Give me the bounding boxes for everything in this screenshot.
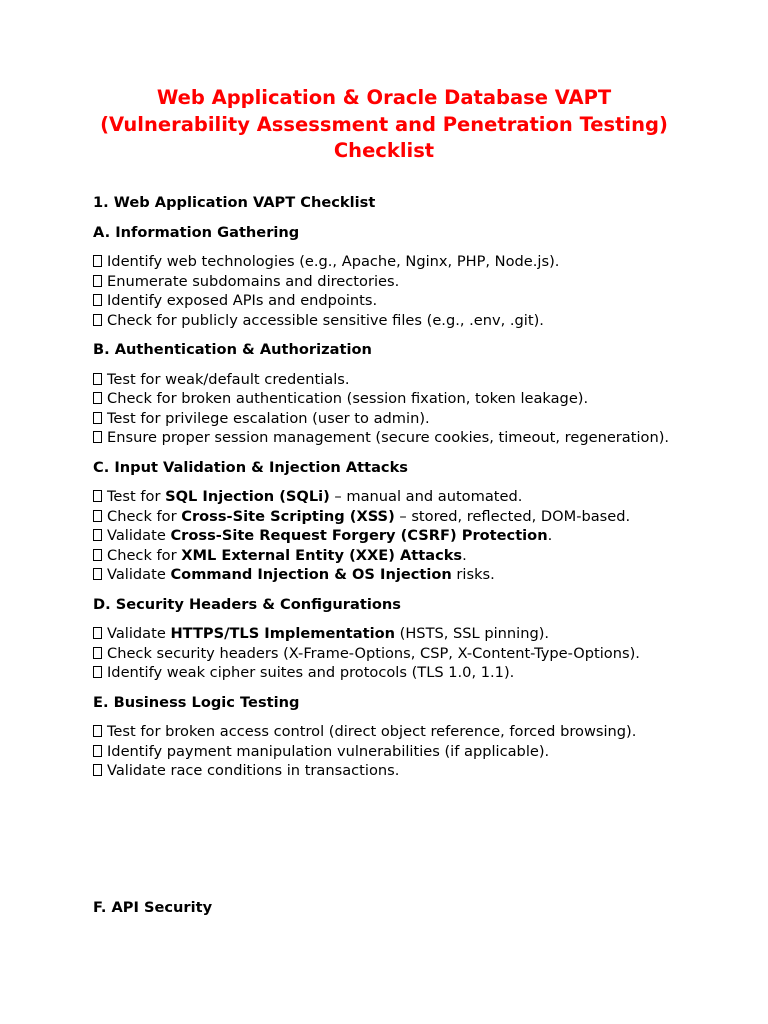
checklist-item-emphasis: Command Injection & OS Injection [170, 566, 452, 583]
checklist-item-text: Enumerate subdomains and directories. [107, 272, 400, 290]
checklist-item [93, 722, 693, 742]
checklist-item-emphasis: Cross-Site Request Forgery (CSRF) Protection [170, 527, 548, 544]
checkbox-icon [93, 392, 102, 404]
checklist-item-text: Identify weak cipher suites and protocols (TLS 1.0, 1.1). [107, 664, 515, 681]
checklist-item [93, 291, 693, 311]
checkbox-icon [93, 412, 102, 424]
checkbox-icon [93, 490, 102, 502]
checklist-item-text: (HSTS, SSL pinning). [395, 625, 550, 642]
checklist [93, 722, 693, 781]
checkbox-icon [93, 666, 102, 678]
checklist-item-emphasis: Cross-Site Scripting (XSS) [181, 507, 395, 525]
checklist-item [93, 428, 693, 448]
checkbox-icon [93, 745, 102, 757]
checklist-item [93, 663, 693, 683]
checkbox-icon [93, 764, 102, 776]
section-heading-web-app: 1. Web Application VAPT Checklist [93, 194, 376, 211]
checklist-item [93, 311, 693, 331]
checklist [93, 624, 693, 683]
section-heading: D. Security Headers & Configurations [93, 595, 401, 613]
checkbox-icon [93, 568, 102, 580]
checklist-item-text: . [462, 546, 467, 564]
checklist-item [93, 546, 693, 566]
checklist-sections [93, 223, 693, 781]
section-heading-api-security: F. API Security [93, 899, 213, 916]
checklist-item-text: Test for weak/default credentials. [107, 370, 350, 388]
checklist-item-text: Check for [107, 546, 182, 564]
checklist-item-text: Identify payment manipulation vulnerabilities (if applicable). [107, 742, 550, 760]
checkbox-icon [93, 373, 102, 385]
checklist-item-text: Test for privilege escalation (user to admin). [107, 409, 430, 427]
checklist-item-text: . [547, 527, 553, 544]
section-heading: A. Information Gathering [93, 223, 300, 241]
checklist-item-text: Identify web technologies (e.g., Apache, Nginx, PHP, Node.js). [107, 253, 560, 270]
checklist-item-text: Identify exposed APIs and endpoints. [107, 292, 378, 309]
checklist-item-text: – manual and automated. [329, 488, 523, 505]
checklist-item [93, 409, 693, 429]
checklist-item [93, 252, 693, 272]
checkbox-icon [93, 549, 102, 561]
checklist-item [93, 644, 693, 664]
checkbox-icon [93, 314, 102, 326]
checklist-item [93, 742, 693, 762]
checklist-item-text: Ensure proper session management (secure cookies, timeout, regeneration). [107, 429, 670, 446]
section-heading: B. Authentication & Authorization [93, 341, 372, 358]
section-heading: E. Business Logic Testing [93, 693, 300, 711]
checklist-item-text: risks. [451, 566, 495, 583]
checklist-item-text: Validate [107, 527, 171, 544]
checkbox-icon [93, 510, 102, 522]
checklist-item-text: Check for publicly accessible sensitive files (e.g., .env, .git). [107, 311, 544, 329]
checklist-item-text: Check security headers (X-Frame-Options, CSP, X-Content-Type-Options). [107, 644, 640, 662]
checklist-item-text: – stored, reflected, DOM-based. [394, 507, 631, 525]
checklist-item [93, 389, 693, 409]
checkbox-icon [93, 627, 102, 639]
checklist-item-text: Check for broken authentication (session fixation, token leakage). [107, 390, 589, 407]
checklist-item [93, 487, 693, 507]
checklist-item-emphasis: HTTPS/TLS Implementation [170, 625, 395, 642]
checklist-item-emphasis: XML External Entity (XXE) Attacks [181, 546, 463, 564]
checklist-item [93, 526, 693, 546]
checklist-item [93, 565, 693, 585]
checkbox-icon [93, 725, 102, 737]
checkbox-icon [93, 294, 102, 306]
checklist-item-text: Check for [107, 507, 182, 525]
checklist-item [93, 624, 693, 644]
checkbox-icon [93, 431, 102, 443]
checklist-item-emphasis: SQL Injection (SQLi) [165, 488, 330, 505]
checkbox-icon [93, 255, 102, 267]
section-heading: C. Input Validation & Injection Attacks [93, 458, 408, 476]
checklist [93, 252, 693, 330]
checklist-item-text: Test for broken access control (direct object reference, forced browsing). [107, 723, 637, 740]
checklist-item [93, 761, 693, 781]
checkbox-icon [93, 275, 102, 287]
checklist-item-text: Validate [107, 625, 171, 642]
checklist [93, 487, 693, 585]
checklist [93, 370, 693, 448]
checklist-item [93, 370, 693, 390]
checklist-item-text: Validate [107, 566, 171, 583]
checklist-item-text: Test for [107, 488, 166, 505]
checklist-item-text: Validate race conditions in transactions. [107, 762, 400, 779]
checkbox-icon [93, 529, 102, 541]
checkbox-icon [93, 647, 102, 659]
document-content [93, 193, 693, 791]
checklist-item [93, 507, 693, 527]
checklist-item [93, 272, 693, 292]
document-title: Web Application & Oracle Database VAPT (Vulnerability Assessment and Penetration Testing) Checklist [100, 86, 668, 162]
